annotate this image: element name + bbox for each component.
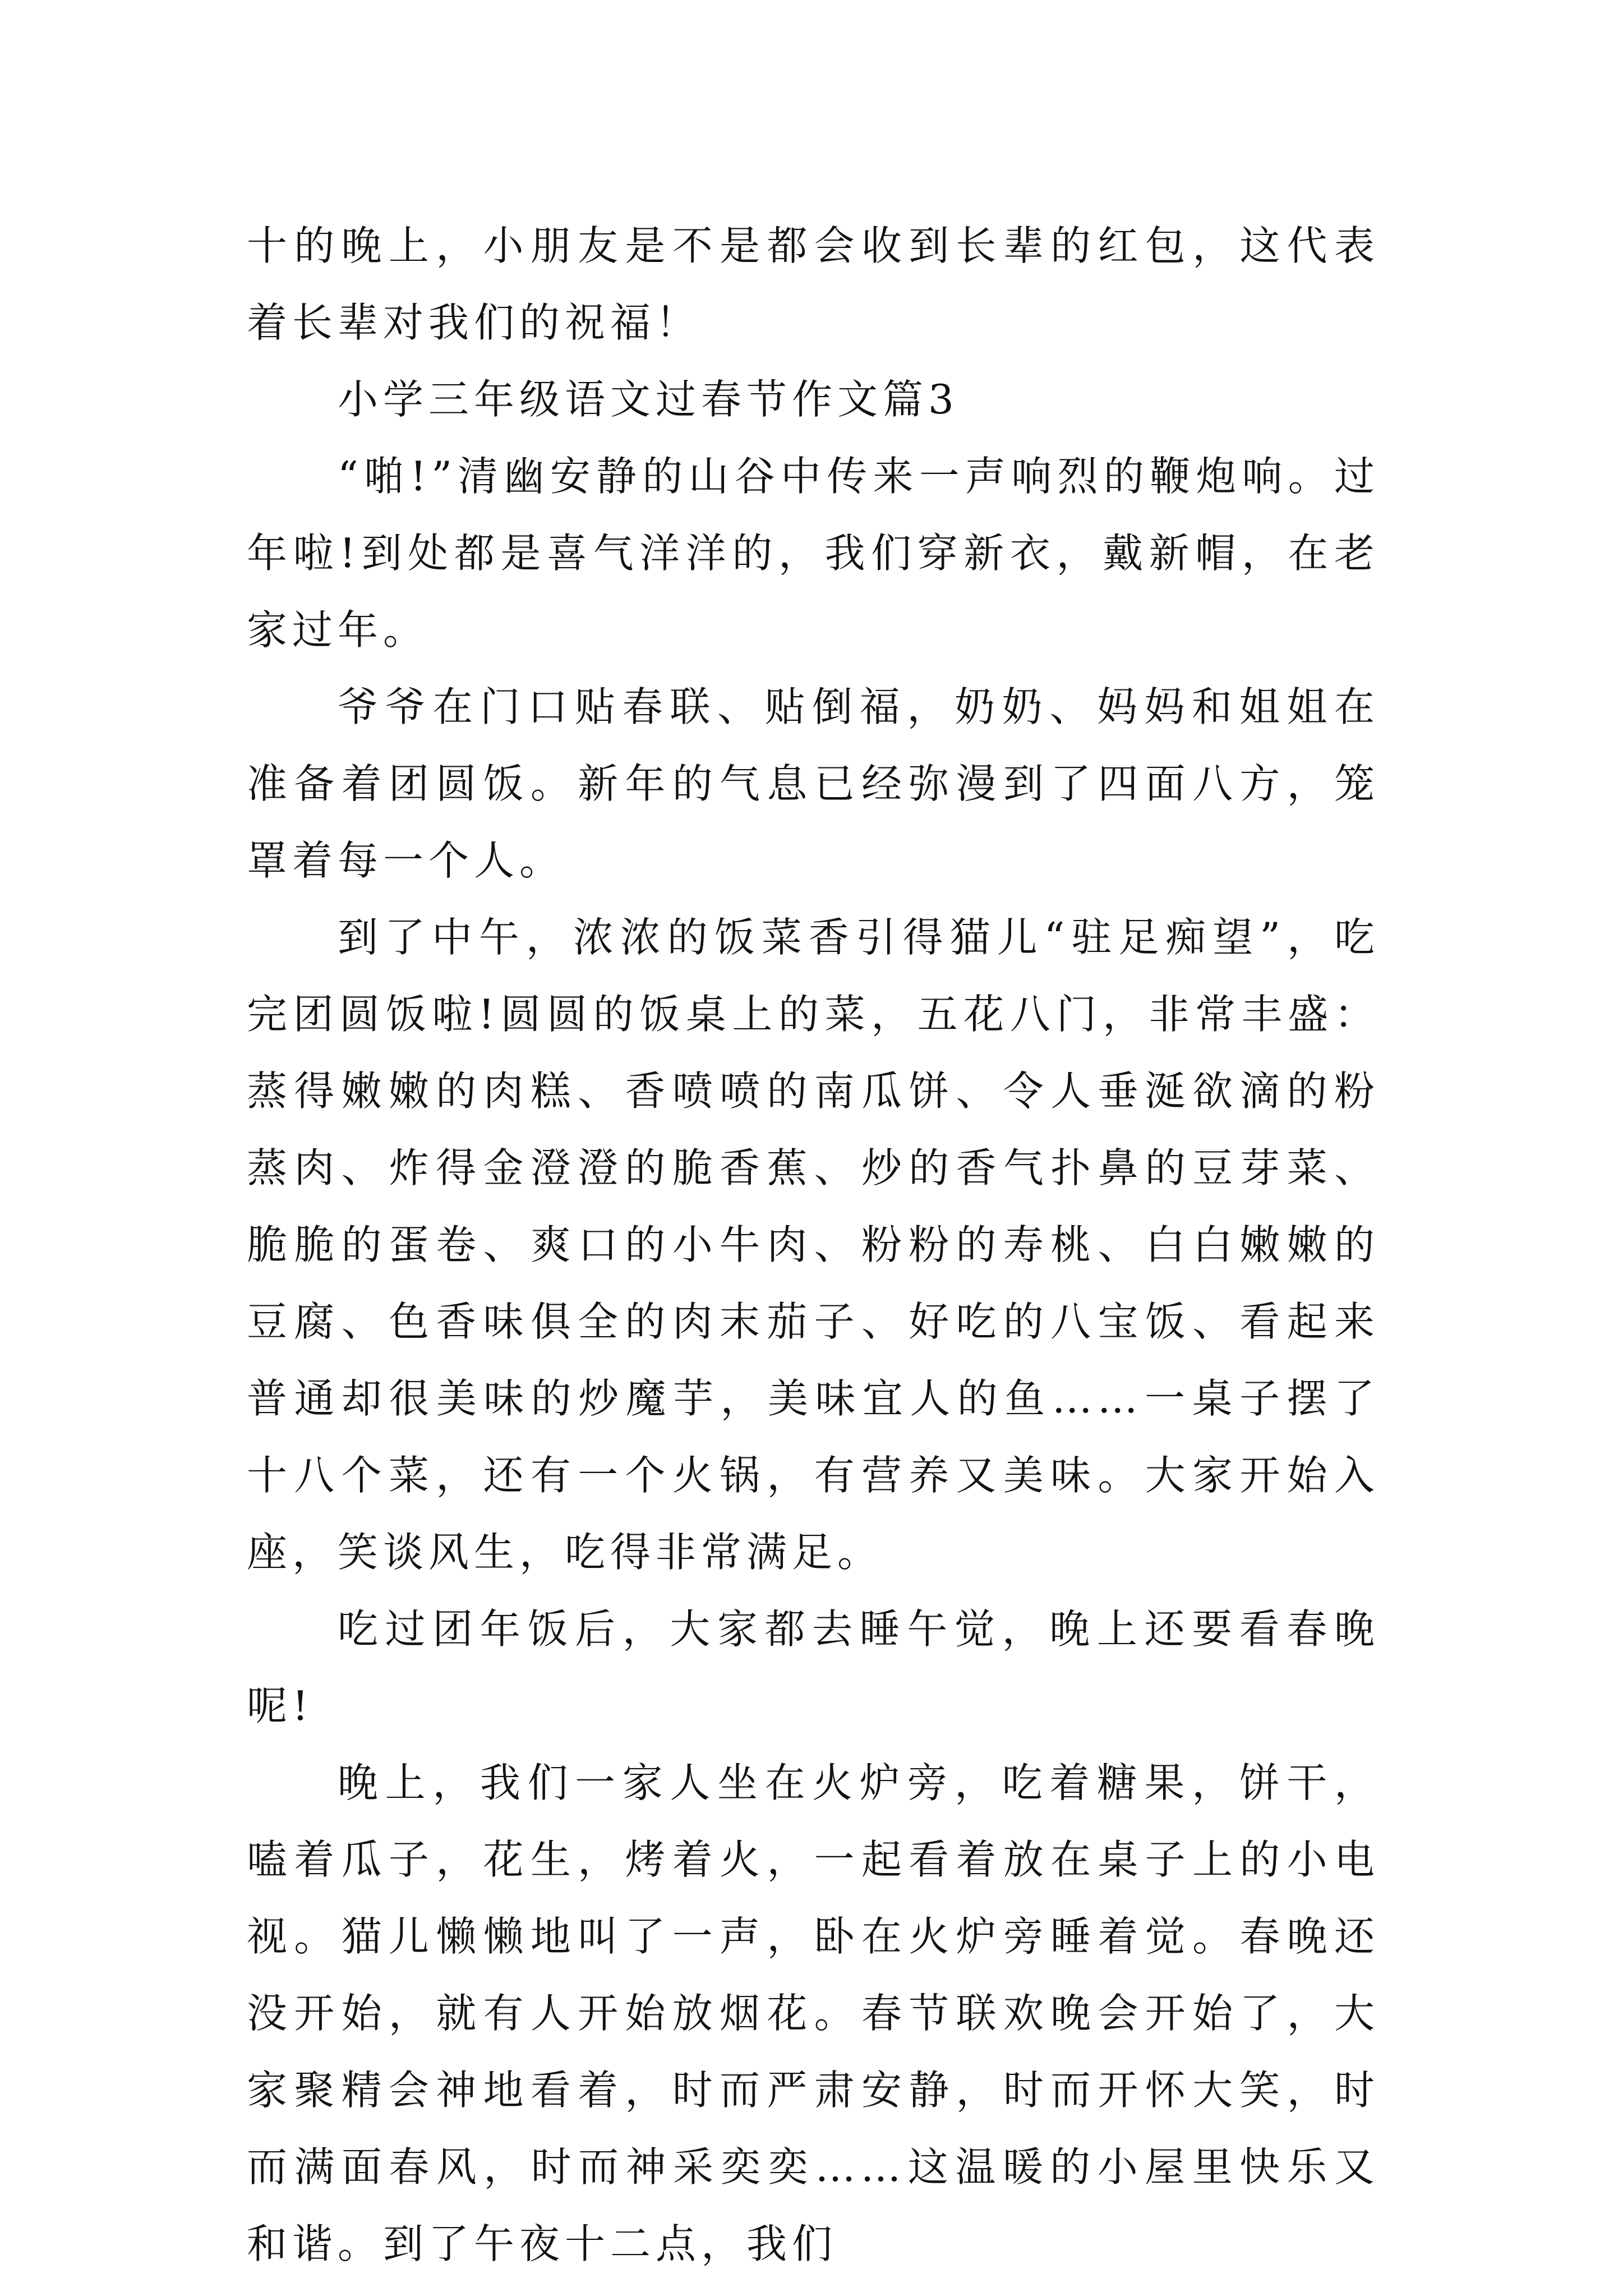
document-body (247, 208, 1380, 2283)
section-heading: 小学三年级语文过春节作文篇3 (338, 376, 959, 423)
paragraph-continuation: 十的晚上，小朋友是不是都会收到长辈的红包，这代表着长辈对我们的祝福！ (247, 222, 1380, 346)
paragraph: “啪!”清幽安静的山谷中传来一声响烈的鞭炮响。过年啦!到处都是喜气洋洋的，我们穿新衣，戴新帽，在老家过年。 (247, 453, 1380, 654)
paragraph: 到了中午，浓浓的饭菜香引得猫儿“驻足痴望”，吃完团圆饭啦!圆圆的饭桌上的菜，五花八门，非常丰盛：蒸得嫩嫩的肉糕、香喷喷的南瓜饼、令人垂涎欲滴的粉蒸肉、炸得金澄澄的脆香蕉、炒的香气扑鼻的豆芽菜、脆脆的蛋卷、爽口的小牛肉、粉粉的寿桃、白白嫩嫩的豆腐、色香味俱全的肉末茄子、好吃的八宝饭、看起来普通却很美味的炒魔芋，美味宜人的鱼……一桌子摆了十八个菜，还有一个火锅，有营养又美味。大家开始入座，笑谈风生，吃得非常满足。 (247, 914, 1380, 1576)
paragraph: 爷爷在门口贴春联、贴倒福，奶奶、妈妈和姐姐在准备着团圆饭。新年的气息已经弥漫到了四面八方，笼罩着每一个人。 (247, 683, 1380, 884)
paragraph: 晚上，我们一家人坐在火炉旁，吃着糖果，饼干，嗑着瓜子，花生，烤着火，一起看着放在桌子上的小电视。猫儿懒懒地叫了一声，卧在火炉旁睡着觉。春晚还没开始，就有人开始放烟花。春节联欢晚会开始了，大家聚精会神地看着，时而严肃安静，时而开怀大笑，时而满面春风，时而神采奕奕……这温暖的小屋里快乐又和谐。到了午夜十二点，我们 (247, 1759, 1380, 2267)
paragraph: 吃过团年饭后，大家都去睡午觉，晚上还要看春晚呢! (247, 1605, 1380, 1729)
